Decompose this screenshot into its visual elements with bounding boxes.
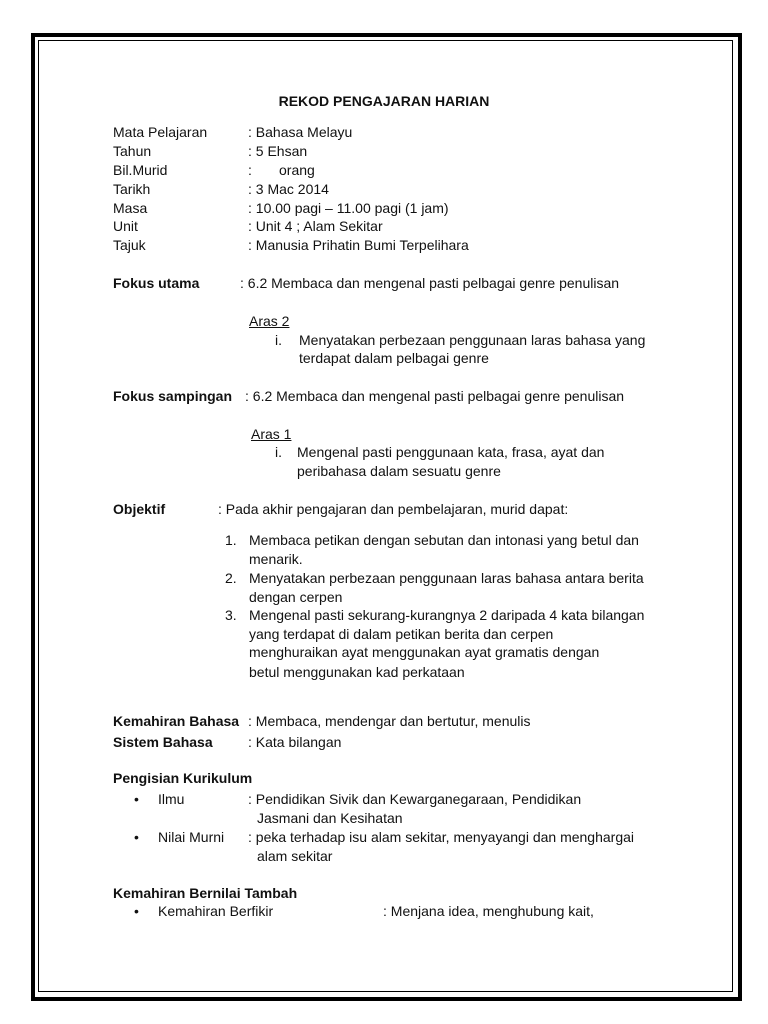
objektif-num: 2. bbox=[225, 570, 237, 586]
bullet-icon: • bbox=[134, 791, 139, 807]
info-label: Tarikh bbox=[113, 181, 151, 197]
fokus-utama-item-line: Menyatakan perbezaan penggunaan laras bahasa yang bbox=[299, 332, 646, 348]
info-value: : Manusia Prihatin Bumi Terpelihara bbox=[248, 237, 469, 253]
objektif-line: menarik. bbox=[249, 551, 303, 567]
info-label: Unit bbox=[113, 218, 138, 234]
info-label: Tahun bbox=[113, 143, 152, 159]
fokus-sampingan-aras: Aras 1 bbox=[251, 426, 292, 442]
kemahiran-bahasa-value: : Membaca, mendengar dan bertutur, menulis bbox=[248, 713, 531, 729]
pengisian-line: : Pendidikan Sivik dan Kewarganegaraan, Pendidikan bbox=[248, 791, 582, 807]
pengisian-line: : peka terhadap isu alam sekitar, menyayangi dan menghargai bbox=[248, 829, 635, 845]
bullet-icon: • bbox=[134, 829, 139, 845]
info-value: : Unit 4 ; Alam Sekitar bbox=[248, 218, 383, 234]
info-label: Tajuk bbox=[113, 237, 146, 253]
objektif-value: : Pada akhir pengajaran dan pembelajaran, murid dapat: bbox=[218, 501, 569, 517]
fokus-utama-item-num: i. bbox=[275, 332, 282, 348]
fokus-utama-label: Fokus utama bbox=[113, 275, 200, 291]
fokus-sampingan-value: : 6.2 Membaca dan mengenal pasti pelbagai genre penulisan bbox=[245, 388, 625, 404]
objektif-num: 3. bbox=[225, 607, 237, 623]
objektif-num: 1. bbox=[225, 532, 237, 548]
fokus-utama-aras: Aras 2 bbox=[249, 313, 290, 329]
info-suffix: orang bbox=[279, 162, 315, 178]
info-value: : bbox=[248, 162, 252, 178]
fokus-utama-value: : 6.2 Membaca dan mengenal pasti pelbagai genre penulisan bbox=[240, 275, 620, 291]
info-value: : 5 Ehsan bbox=[248, 143, 308, 159]
document-title: REKOD PENGAJARAN HARIAN bbox=[278, 93, 490, 109]
info-value: : Bahasa Melayu bbox=[248, 124, 353, 140]
objektif-line: Membaca petikan dengan sebutan dan intonasi yang betul dan bbox=[249, 532, 639, 548]
pengisian-label: Ilmu bbox=[158, 791, 185, 807]
info-label: Masa bbox=[113, 200, 148, 216]
objektif-line: menghuraikan ayat menggunakan ayat gramatis dengan bbox=[249, 644, 600, 660]
fokus-sampingan-label: Fokus sampingan bbox=[113, 388, 233, 404]
objektif-line: dengan cerpen bbox=[249, 589, 343, 605]
info-value: : 3 Mac 2014 bbox=[248, 181, 329, 197]
bullet-icon: • bbox=[134, 903, 139, 919]
sistem-bahasa-label: Sistem Bahasa bbox=[113, 734, 213, 750]
objektif-line: Mengenal pasti sekurang-kurangnya 2 daripada 4 kata bilangan bbox=[249, 607, 645, 623]
kbt-value: : Menjana idea, menghubung kait, bbox=[383, 903, 594, 919]
fokus-utama-item-line: terdapat dalam pelbagai genre bbox=[299, 350, 489, 366]
fokus-sampingan-item-line: peribahasa dalam sesuatu genre bbox=[297, 463, 501, 479]
kbt-label: Kemahiran Berfikir bbox=[158, 903, 274, 919]
pengisian-label: Nilai Murni bbox=[158, 829, 225, 845]
pengisian-line: alam sekitar bbox=[257, 848, 333, 864]
objektif-line: yang terdapat di dalam petikan berita dan cerpen bbox=[249, 626, 554, 642]
kbt-heading: Kemahiran Bernilai Tambah bbox=[113, 885, 298, 901]
info-label: Mata Pelajaran bbox=[113, 124, 208, 140]
fokus-sampingan-item-line: Mengenal pasti penggunaan kata, frasa, ayat dan bbox=[297, 444, 605, 460]
fokus-sampingan-item-num: i. bbox=[275, 444, 282, 460]
objektif-line: Menyatakan perbezaan penggunaan laras bahasa antara berita bbox=[249, 570, 644, 586]
info-value: : 10.00 pagi – 11.00 pagi (1 jam) bbox=[248, 200, 449, 216]
objektif-label: Objektif bbox=[113, 501, 166, 517]
kemahiran-bahasa-label: Kemahiran Bahasa bbox=[113, 713, 240, 729]
pengisian-line: Jasmani dan Kesihatan bbox=[257, 810, 403, 826]
info-label: Bil.Murid bbox=[113, 162, 168, 178]
pengisian-heading: Pengisian Kurikulum bbox=[113, 770, 253, 786]
objektif-line: betul menggunakan kad perkataan bbox=[249, 664, 465, 680]
sistem-bahasa-value: : Kata bilangan bbox=[248, 734, 342, 750]
